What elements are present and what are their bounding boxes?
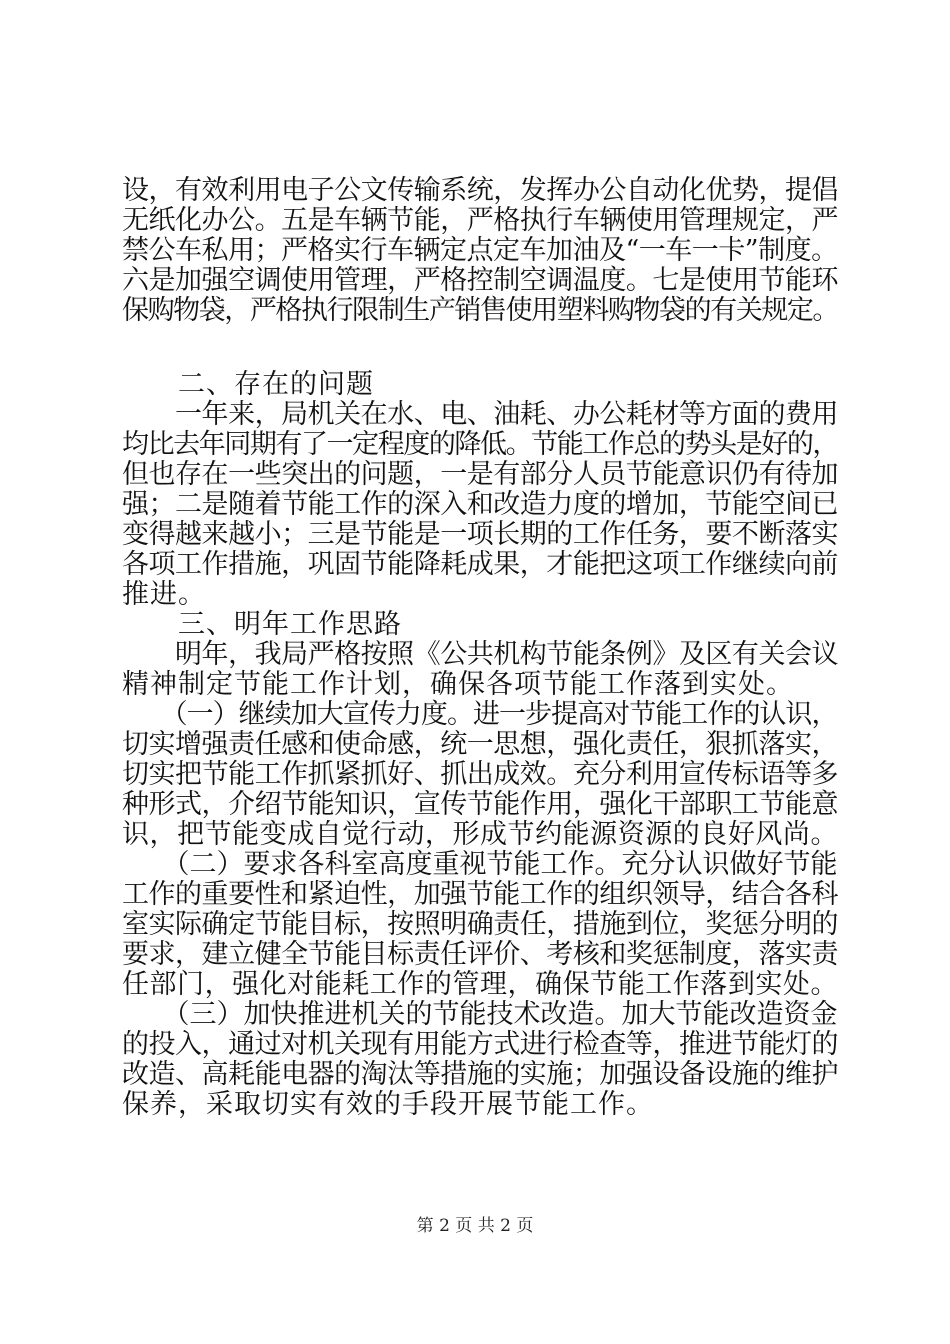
text-line: 设，有效利用电子公文传输系统，发挥办公自动化优势，提倡 [122,175,838,206]
text-line: 改造、高耗能电器的淘汰等措施的实施；加强设备设施的维护 [122,1059,838,1090]
text-line: 种形式，介绍节能知识，宣传节能作用，强化干部职工节能意 [122,789,838,820]
text-line: 各项工作措施，巩固节能降耗成果，才能把这项工作继续向前 [122,549,838,580]
text-line: 变得越来越小；三是节能是一项长期的工作任务，要不断落实 [122,519,838,550]
text-line: 精神制定节能工作计划，确保各项节能工作落到实处。 [122,669,794,700]
text-line: 均比去年同期有了一定程度的降低。节能工作总的势头是好的， [122,429,838,460]
section-heading: 二、存在的问题 [122,369,374,400]
text-line: 要求，建立健全节能目标责任评价、考核和奖惩制度，落实责 [122,939,838,970]
text-line: 切实增强责任感和使命感，统一思想，强化责任，狠抓落实， [122,729,838,760]
document-body [122,176,838,1120]
text-line: 保购物袋，严格执行限制生产销售使用塑料购物袋的有关规定。 [122,295,838,326]
text-line: （二）要求各科室高度重视节能工作。充分认识做好节能 [122,849,838,880]
text-line: 六是加强空调使用管理，严格控制空调温度。七是使用节能环 [122,265,838,296]
paragraph-block-1 [122,176,838,326]
text-line: 室实际确定节能目标，按照明确责任，措施到位，奖惩分明的 [122,909,838,940]
text-line: 任部门，强化对能耗工作的管理，确保节能工作落到实处。 [122,969,838,1000]
paragraph-block-2 [122,370,838,1120]
text-line: 强；二是随着节能工作的深入和改造力度的增加，节能空间已 [122,489,838,520]
text-line: 一年来，局机关在水、电、油耗、办公耗材等方面的费用 [122,399,838,430]
text-line: （三）加快推进机关的节能技术改造。加大节能改造资金 [122,999,838,1030]
text-line: 的投入，通过对机关现有用能方式进行检查等，推进节能灯的 [122,1029,838,1060]
text-line: 禁公车私用；严格实行车辆定点定车加油及“一车一卡”制度。 [122,235,838,266]
text-line: 推进。 [122,579,206,610]
text-line: 但也存在一些突出的问题，一是有部分人员节能意识仍有待加 [122,459,838,490]
text-line: 识，把节能变成自觉行动，形成节约能源资源的良好风尚。 [122,819,838,850]
text-line: 明年，我局严格按照《公共机构节能条例》及区有关会议 [122,639,838,670]
text-line: 保养，采取切实有效的手段开展节能工作。 [122,1089,654,1120]
text-line: 切实把节能工作抓紧抓好、抓出成效。充分利用宣传标语等多 [122,759,838,790]
page-footer: 第 2 页 共 2 页 [416,1216,534,1236]
text-line: 工作的重要性和紧迫性，加强节能工作的组织领导，结合各科 [122,879,838,910]
text-line: （一）继续加大宣传力度。进一步提高对节能工作的认识， [122,699,838,730]
paragraph-gap [122,326,838,370]
text-line: 无纸化办公。五是车辆节能，严格执行车辆使用管理规定，严 [122,205,838,236]
section-heading: 三、明年工作思路 [122,609,402,640]
